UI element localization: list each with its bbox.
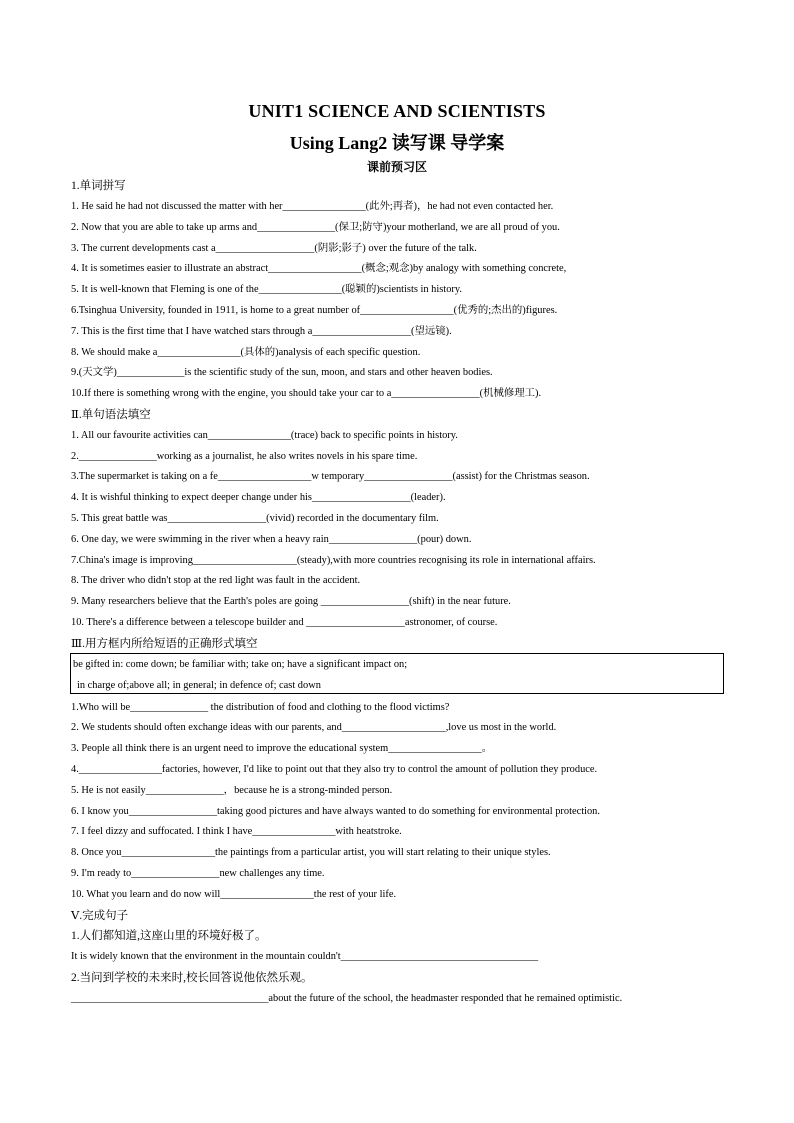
list-item: 3. The current developments cast a___________________(阴影;影子) over the future of the talk. (71, 243, 477, 254)
list-item: 6. One day, we were swimming in the river when a heavy rain_________________(pour) down. (71, 534, 472, 545)
list-item: 7. I feel dizzy and suffocated. I think I have________________with heatstroke. (71, 826, 402, 837)
question-2-english: ______________________________________about the future of the school, the headmaster responded that he remained optimistic. (71, 993, 623, 1004)
phrase-box-line: in charge of;above all; in general; in defence of; cast down (77, 680, 321, 691)
list-item: 5. It is well-known that Fleming is one of the________________(聪颖的)scientists in history. (71, 284, 462, 295)
list-item: 2._______________working as a journalist, he also writes novels in his spare time. (71, 451, 418, 462)
list-item: 1. He said he had not discussed the matter with her________________(此外;再者)，he had not even contacted her. (71, 201, 554, 212)
list-item: 9.(天文学)_____________is the scientific study of the sun, moon, and stars and other heaven bodies. (71, 367, 493, 378)
list-item: 8. We should make a________________(具体的)analysis of each specific question. (71, 347, 421, 358)
part3-heading: Ⅲ.用方框内所给短语的正确形式填空 (71, 638, 258, 650)
list-item: 4. It is wishful thinking to expect deeper change under his___________________(leader). (71, 492, 446, 503)
list-item: 2. We students should often exchange ideas with our parents, and____________________,love us most in the world. (71, 722, 557, 733)
list-item: 3.The supermarket is taking on a fe__________________w temporary_________________(assist) for the Christmas season. (71, 471, 590, 482)
part5-heading: Ⅴ.完成句子 (71, 910, 129, 922)
list-item: 1. All our favourite activities can________________(trace) back to specific points in history. (71, 430, 458, 441)
list-item: 6. I know you_________________taking good pictures and have always wanted to do something for environmental protection. (71, 806, 600, 817)
section-title: 课前预习区 (366, 160, 427, 174)
question-1-english: It is widely known that the environment in the mountain couldn't______________________________________ (71, 951, 539, 962)
page-subtitle: Using Lang2 读写课 导学案 (289, 133, 505, 153)
list-item: 1.Who will be_______________ the distribution of food and clothing to the flood victims? (71, 702, 450, 713)
list-item: 5. He is not easily_______________，because he is a strong-minded person. (71, 785, 393, 796)
list-item: 8. The driver who didn't stop at the red light was fault in the accident. (71, 575, 361, 586)
list-item: 9. Many researchers believe that the Earth's poles are going _________________(shift) in the near future. (71, 596, 511, 607)
part2-heading: Ⅱ.单句语法填空 (71, 409, 151, 421)
list-item: 9. I'm ready to_________________new challenges any time. (71, 868, 325, 879)
list-item: 7.China's image is improving____________________(steady),with more countries recognising its role in international affairs. (71, 555, 596, 566)
page-title: UNIT1 SCIENCE AND SCIENTISTS (248, 101, 546, 121)
list-item: 10. There's a difference between a telescope builder and ___________________astronomer, of course. (71, 617, 498, 628)
list-item: 7. This is the first time that I have watched stars through a___________________(望远镜). (71, 326, 452, 337)
question-2-chinese: 2.当问到学校的未来时,校长回答说他依然乐观。 (71, 972, 313, 984)
list-item: 5. This great battle was___________________(vivid) recorded in the documentary film. (71, 513, 439, 524)
list-item: 10. What you learn and do now will__________________the rest of your life. (71, 889, 397, 900)
phrase-box-line: be gifted in: come down; be familiar with; take on; have a significant impact on; (73, 659, 408, 670)
list-item: 3. People all think there is an urgent need to improve the educational system__________________。 (71, 743, 493, 754)
list-item: 8. Once you__________________the paintings from a particular artist, you will start relating to their unique styles. (71, 847, 551, 858)
list-item: 6.Tsinghua University, founded in 1911, is home to a great number of__________________(优秀的;杰出的)figures. (71, 305, 558, 316)
list-item: 4. It is sometimes easier to illustrate an abstract__________________(概念;观念)by analogy with something concrete, (71, 263, 567, 274)
list-item: 4.________________factories, however, I'd like to point out that they also try to control the amount of pollution they produce. (71, 764, 598, 775)
list-item: 10.If there is something wrong with the engine, you should take your car to a_________________(机械修理工). (71, 388, 542, 399)
list-item: 2. Now that you are able to take up arms and_______________(保卫;防守)your motherland, we are all proud of you. (71, 222, 560, 233)
part1-heading: 1.单词拼写 (71, 180, 126, 192)
question-1-chinese: 1.人们都知道,这座山里的环境好极了。 (71, 930, 267, 942)
